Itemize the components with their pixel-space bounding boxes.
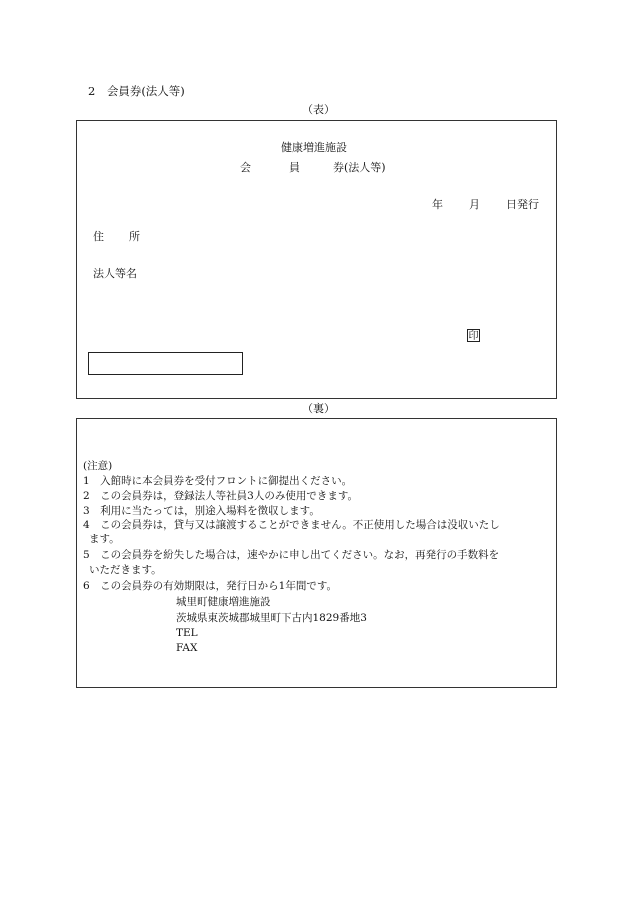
issuer-name: 城里町健康増進施設 (176, 596, 271, 608)
address-label-char2: 所 (129, 230, 140, 243)
issue-day-label: 日発行 (506, 198, 539, 211)
member-number-box (88, 352, 243, 375)
back-side-label: （裏） (302, 402, 335, 415)
section-heading: 2 会員券(法人等) (88, 84, 185, 98)
notes-title: (注意) (83, 460, 113, 472)
note-item: 4 この会員券は，貸与又は譲渡することができません。不正使用した場合は没収いたし (83, 519, 500, 531)
note-item: 1 入館時に本会員券を受付フロントに御提出ください。 (83, 475, 353, 487)
issuer-address: 茨城県東茨城郡城里町下古内1829番地3 (176, 612, 367, 624)
issuer-fax-label: FAX (176, 642, 198, 654)
note-item: 3 利用に当たっては，別途入場料を徴収します。 (83, 505, 320, 517)
corporation-name-label: 法人等名 (93, 267, 137, 280)
issue-month-label: 月 (469, 198, 480, 211)
facility-name: 健康増進施設 (281, 141, 347, 154)
note-item: 6 この会員券の有効期限は，発行日から1年間です。 (83, 580, 338, 592)
issue-year-label: 年 (432, 198, 443, 211)
address-label-char1: 住 (93, 230, 104, 243)
note-item: 2 この会員券は，登録法人等社員3人のみ使用できます。 (83, 490, 359, 502)
issuer-tel-label: TEL (176, 627, 198, 639)
note-item-continuation: ます。 (89, 533, 120, 545)
seal-icon: 印 (468, 331, 479, 342)
card-title-part2: 員 (289, 161, 300, 174)
note-item-continuation: いただきます。 (89, 564, 162, 576)
front-side-label: （表） (302, 103, 335, 116)
card-title-part3: 券(法人等) (333, 161, 386, 174)
note-item: 5 この会員券を紛失した場合は，速やかに申し出てください。なお，再発行の手数料を (83, 549, 500, 561)
card-title-part1: 会 (240, 161, 251, 174)
